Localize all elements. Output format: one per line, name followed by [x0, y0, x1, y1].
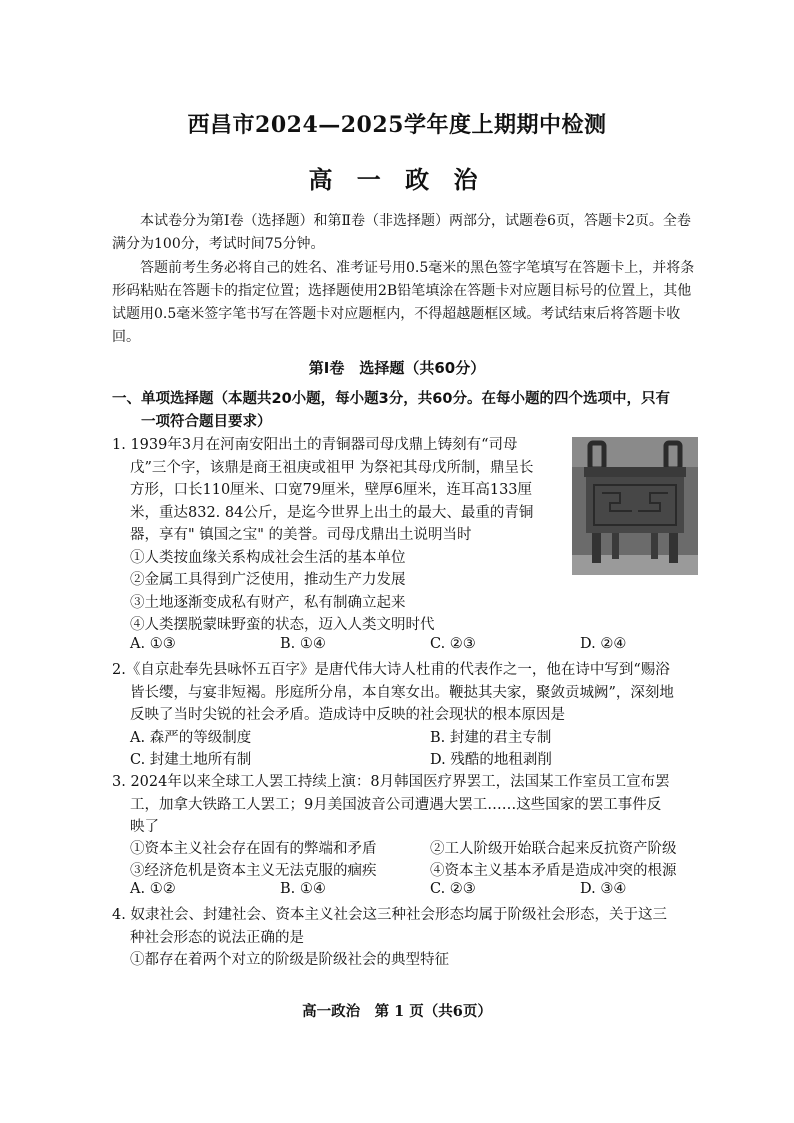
question-3-options	[130, 881, 710, 903]
section-title: 第Ⅰ卷 选择题（共60分）	[308, 359, 486, 377]
question-3-line-2: 工，加拿大铁路工人罢工；9月美国波音公司遭遇大罢工……这些国家的罢工事件反	[130, 796, 662, 813]
question-2-line-3: 反映了当时尖锐的社会矛盾。造成诗中反映的社会现状的根本原因是	[130, 707, 565, 723]
question-2-option-a[interactable]: A. 森严的等级制度	[130, 730, 252, 746]
question-1-option-a[interactable]: A. ①③	[130, 636, 176, 652]
question-1-option-b[interactable]: B. ①④	[280, 636, 326, 652]
page-footer: 高一政治 第 1 页（共6页）	[302, 1003, 492, 1020]
question-3-option-a[interactable]: A. ①②	[130, 881, 176, 897]
question-3-items-row-2	[130, 859, 710, 881]
question-1-options	[130, 636, 710, 658]
question-1	[112, 434, 572, 637]
question-1-line-4: 米，重达832. 84公斤，是迄今世界上出土的最大、最重的青铜	[130, 504, 534, 521]
part-heading-line-2: 一项符合题目要求）	[141, 414, 272, 430]
question-4-line-2: 种社会形态的说法正确的是	[130, 929, 304, 946]
question-3-item-4: ④资本主义基本矛盾是造成冲突的根源	[430, 863, 677, 879]
part-heading	[112, 388, 702, 434]
question-3-option-c[interactable]: C. ②③	[430, 881, 476, 897]
question-1-option-d[interactable]: D. ②④	[580, 636, 627, 652]
bronze-ding-photo	[572, 437, 698, 575]
question-1-line-1: 1. 1939年3月在河南安阳出土的青铜器司母戊鼎上铸刻有“司母	[112, 437, 518, 453]
question-3	[112, 771, 702, 839]
question-2-options-row-1	[130, 726, 710, 748]
question-4	[112, 904, 702, 972]
instructions-paragraph-2: 答题前考生务必将自己的姓名、准考证号用0.5毫米的黑色签字笔填写在答题卡上，并将条形码粘贴在答题卡的指定位置；选择题使用2B铅笔填涂在答题卡对应题目标号的位置上，其他试题用0.5毫米签字笔书写在答题卡对应题框内，不得超越题框区域。考试结束后将答题卡收回。	[112, 260, 695, 345]
bronze-ding-icon	[572, 437, 698, 575]
question-2-option-c[interactable]: C. 封建土地所有制	[130, 752, 252, 768]
question-3-option-b[interactable]: B. ①④	[280, 881, 326, 897]
question-1-item-4: ④人类摆脱蒙昧野蛮的状态，迈入人类文明时代	[130, 617, 435, 633]
question-2-line-1: 2.《自京赴奉先县咏怀五百字》是唐代伟大诗人杜甫的代表作之一，他在诗中写到“赐浴	[112, 662, 670, 678]
question-1-item-3: ③土地逐渐变成私有财产，私有制确立起来	[130, 594, 406, 611]
question-1-line-5: 器，享有" 镇国之宝" 的美誉。司母戊鼎出土说明当时	[130, 527, 472, 543]
question-3-item-3: ③经济危机是资本主义无法克服的痼疾	[130, 863, 377, 879]
question-3-items-row-1	[130, 837, 710, 859]
question-2-option-b[interactable]: B. 封建的君主专制	[430, 730, 552, 746]
instructions-paragraph-1: 本试卷分为第Ⅰ卷（选择题）和第Ⅱ卷（非选择题）两部分，试题卷6页，答题卡2页。全卷满分为100分，考试时间75分钟。	[112, 213, 691, 252]
question-3-line-1: 3. 2024年以来全球工人罢工持续上演：8月韩国医疗界罢工，法国某工作室员工宣布罢	[112, 774, 670, 790]
question-1-item-2: ②金属工具得到广泛使用，推动生产力发展	[130, 572, 406, 588]
question-4-line-1: 4. 奴隶社会、封建社会、资本主义社会这三种社会形态均属于阶级社会形态，关于这三	[112, 907, 667, 923]
question-1-option-c[interactable]: C. ②③	[430, 636, 476, 652]
question-2-option-d[interactable]: D. 残酷的地租剥削	[430, 752, 552, 768]
question-3-line-3: 映了	[130, 819, 159, 835]
question-2-line-2: 皆长缨，与宴非短褐。彤庭所分帛，本自寒女出。鞭挞其夫家，聚敛贡城阙”，深刻地	[130, 684, 674, 701]
subject-title: 高 一 政 治	[308, 165, 486, 194]
question-4-item-1: ①都存在着两个对立的阶级是阶级社会的典型特征	[130, 952, 449, 968]
exam-title: 西昌市2024—2025学年度上期期中检测	[187, 112, 607, 138]
question-2	[112, 659, 702, 727]
question-2-options-row-2	[130, 748, 710, 770]
question-1-line-2: 戊”三个字，该鼎是商王祖庚或祖甲 为祭祀其母戊所制，鼎呈长	[130, 459, 534, 476]
question-3-option-d[interactable]: D. ③④	[580, 881, 627, 897]
question-3-item-2: ②工人阶级开始联合起来反抗资产阶级	[430, 841, 677, 857]
part-heading-line-1: 一、单项选择题（本题共20小题，每小题3分，共60分。在每小题的四个选项中，只有	[112, 391, 670, 407]
question-3-item-1: ①资本主义社会存在固有的弊端和矛盾	[130, 841, 377, 857]
question-1-item-1: ①人类按血缘关系构成社会生活的基本单位	[130, 549, 406, 566]
question-1-line-3: 方形，口长110厘米、口宽79厘米，壁厚6厘米，连耳高133厘	[130, 482, 533, 498]
